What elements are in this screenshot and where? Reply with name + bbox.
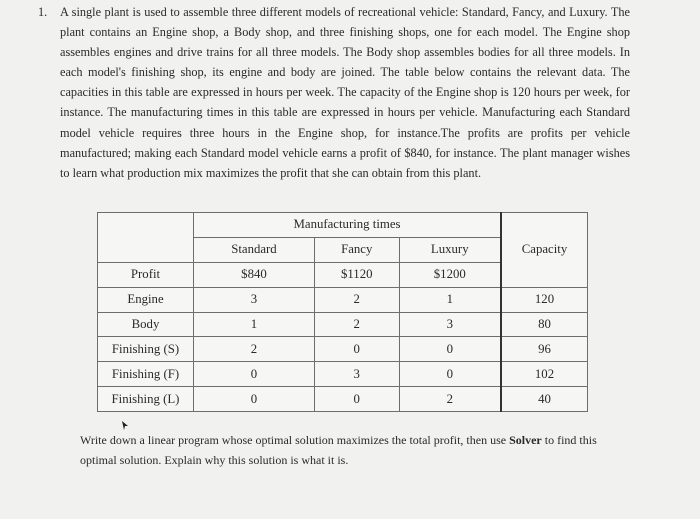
- row-label-finishing-s: Finishing (S): [98, 337, 194, 362]
- cell-ff-fancy: 3: [314, 362, 399, 387]
- cell-fl-fancy: 0: [314, 387, 399, 412]
- row-label-body: Body: [98, 312, 194, 337]
- table-row: [98, 362, 588, 387]
- data-table: [97, 212, 588, 412]
- profit-luxury: $1200: [399, 262, 501, 287]
- capacity-finishing-f: 102: [501, 362, 588, 387]
- data-table-container: [97, 212, 588, 412]
- cell-body-fancy: 2: [314, 312, 399, 337]
- table-corner: [98, 213, 194, 238]
- table-row: [98, 387, 588, 412]
- row-label-engine: Engine: [98, 287, 194, 312]
- cell-fl-luxury: 2: [399, 387, 501, 412]
- profit-fancy: $1120: [314, 262, 399, 287]
- manufacturing-times-header: Manufacturing times: [194, 213, 502, 238]
- cell-fs-fancy: 0: [314, 337, 399, 362]
- cell-body-standard: 1: [194, 312, 315, 337]
- cell-engine-luxury: 1: [399, 287, 501, 312]
- capacity-body: 80: [501, 312, 588, 337]
- cell-ff-standard: 0: [194, 362, 315, 387]
- profit-standard: $840: [194, 262, 315, 287]
- capacity-finishing-s: 96: [501, 337, 588, 362]
- problem-statement: [38, 2, 630, 183]
- capacity-blank: [501, 262, 588, 287]
- capacity-finishing-l: 40: [501, 387, 588, 412]
- capacity-header-top: [501, 213, 588, 238]
- instruction-note: [80, 430, 620, 470]
- cell-fs-standard: 2: [194, 337, 315, 362]
- problem-number: 1.: [38, 5, 48, 19]
- cell-body-luxury: 3: [399, 312, 501, 337]
- row-label-profit: Profit: [98, 262, 194, 287]
- note-text-after: to find this optimal solution. Explain why this solution is what it is.: [80, 433, 597, 467]
- cell-fs-luxury: 0: [399, 337, 501, 362]
- col-header-standard: Standard: [194, 237, 315, 262]
- col-header-luxury: Luxury: [399, 237, 501, 262]
- cell-engine-fancy: 2: [314, 287, 399, 312]
- capacity-engine: 120: [501, 287, 588, 312]
- table-corner-2: [98, 237, 194, 262]
- note-bold: Solver: [509, 433, 542, 447]
- table-row: [98, 337, 588, 362]
- table-row: [98, 287, 588, 312]
- cell-ff-luxury: 0: [399, 362, 501, 387]
- row-label-finishing-l: Finishing (L): [98, 387, 194, 412]
- cell-engine-standard: 3: [194, 287, 315, 312]
- col-header-fancy: Fancy: [314, 237, 399, 262]
- problem-text: A single plant is used to assemble three different models of recreational vehicle: Standard, Fancy, and Luxury. The plant contains an Engine shop, a Body shop, and three finishing shops, one for each model. The Engine shop assembles engines and drive trains for all three models. The Body shop assembles bodies for all three models. In each model's finishing shop, its engine and body are joined. The table below contains the relevant data. The capacities in this table are expressed in hours per week. The capacity of the Engine shop is 120 hours per week, for instance. The manufacturing times in this table are expressed in hours per vehicle. Manufacturing each Standard model vehicle requires three hours in the Engine shop, for instance.The profits are profits per vehicle manufactured; making each Standard model vehicle earns a profit of $840, for instance. The plant manager wishes to learn what production mix maximizes the profit that she can obtain from this plant.: [60, 5, 630, 180]
- row-label-finishing-f: Finishing (F): [98, 362, 194, 387]
- table-row: [98, 312, 588, 337]
- cell-fl-standard: 0: [194, 387, 315, 412]
- capacity-header: Capacity: [501, 237, 588, 262]
- note-text-before: Write down a linear program whose optimal solution maximizes the total profit, then use: [80, 433, 510, 447]
